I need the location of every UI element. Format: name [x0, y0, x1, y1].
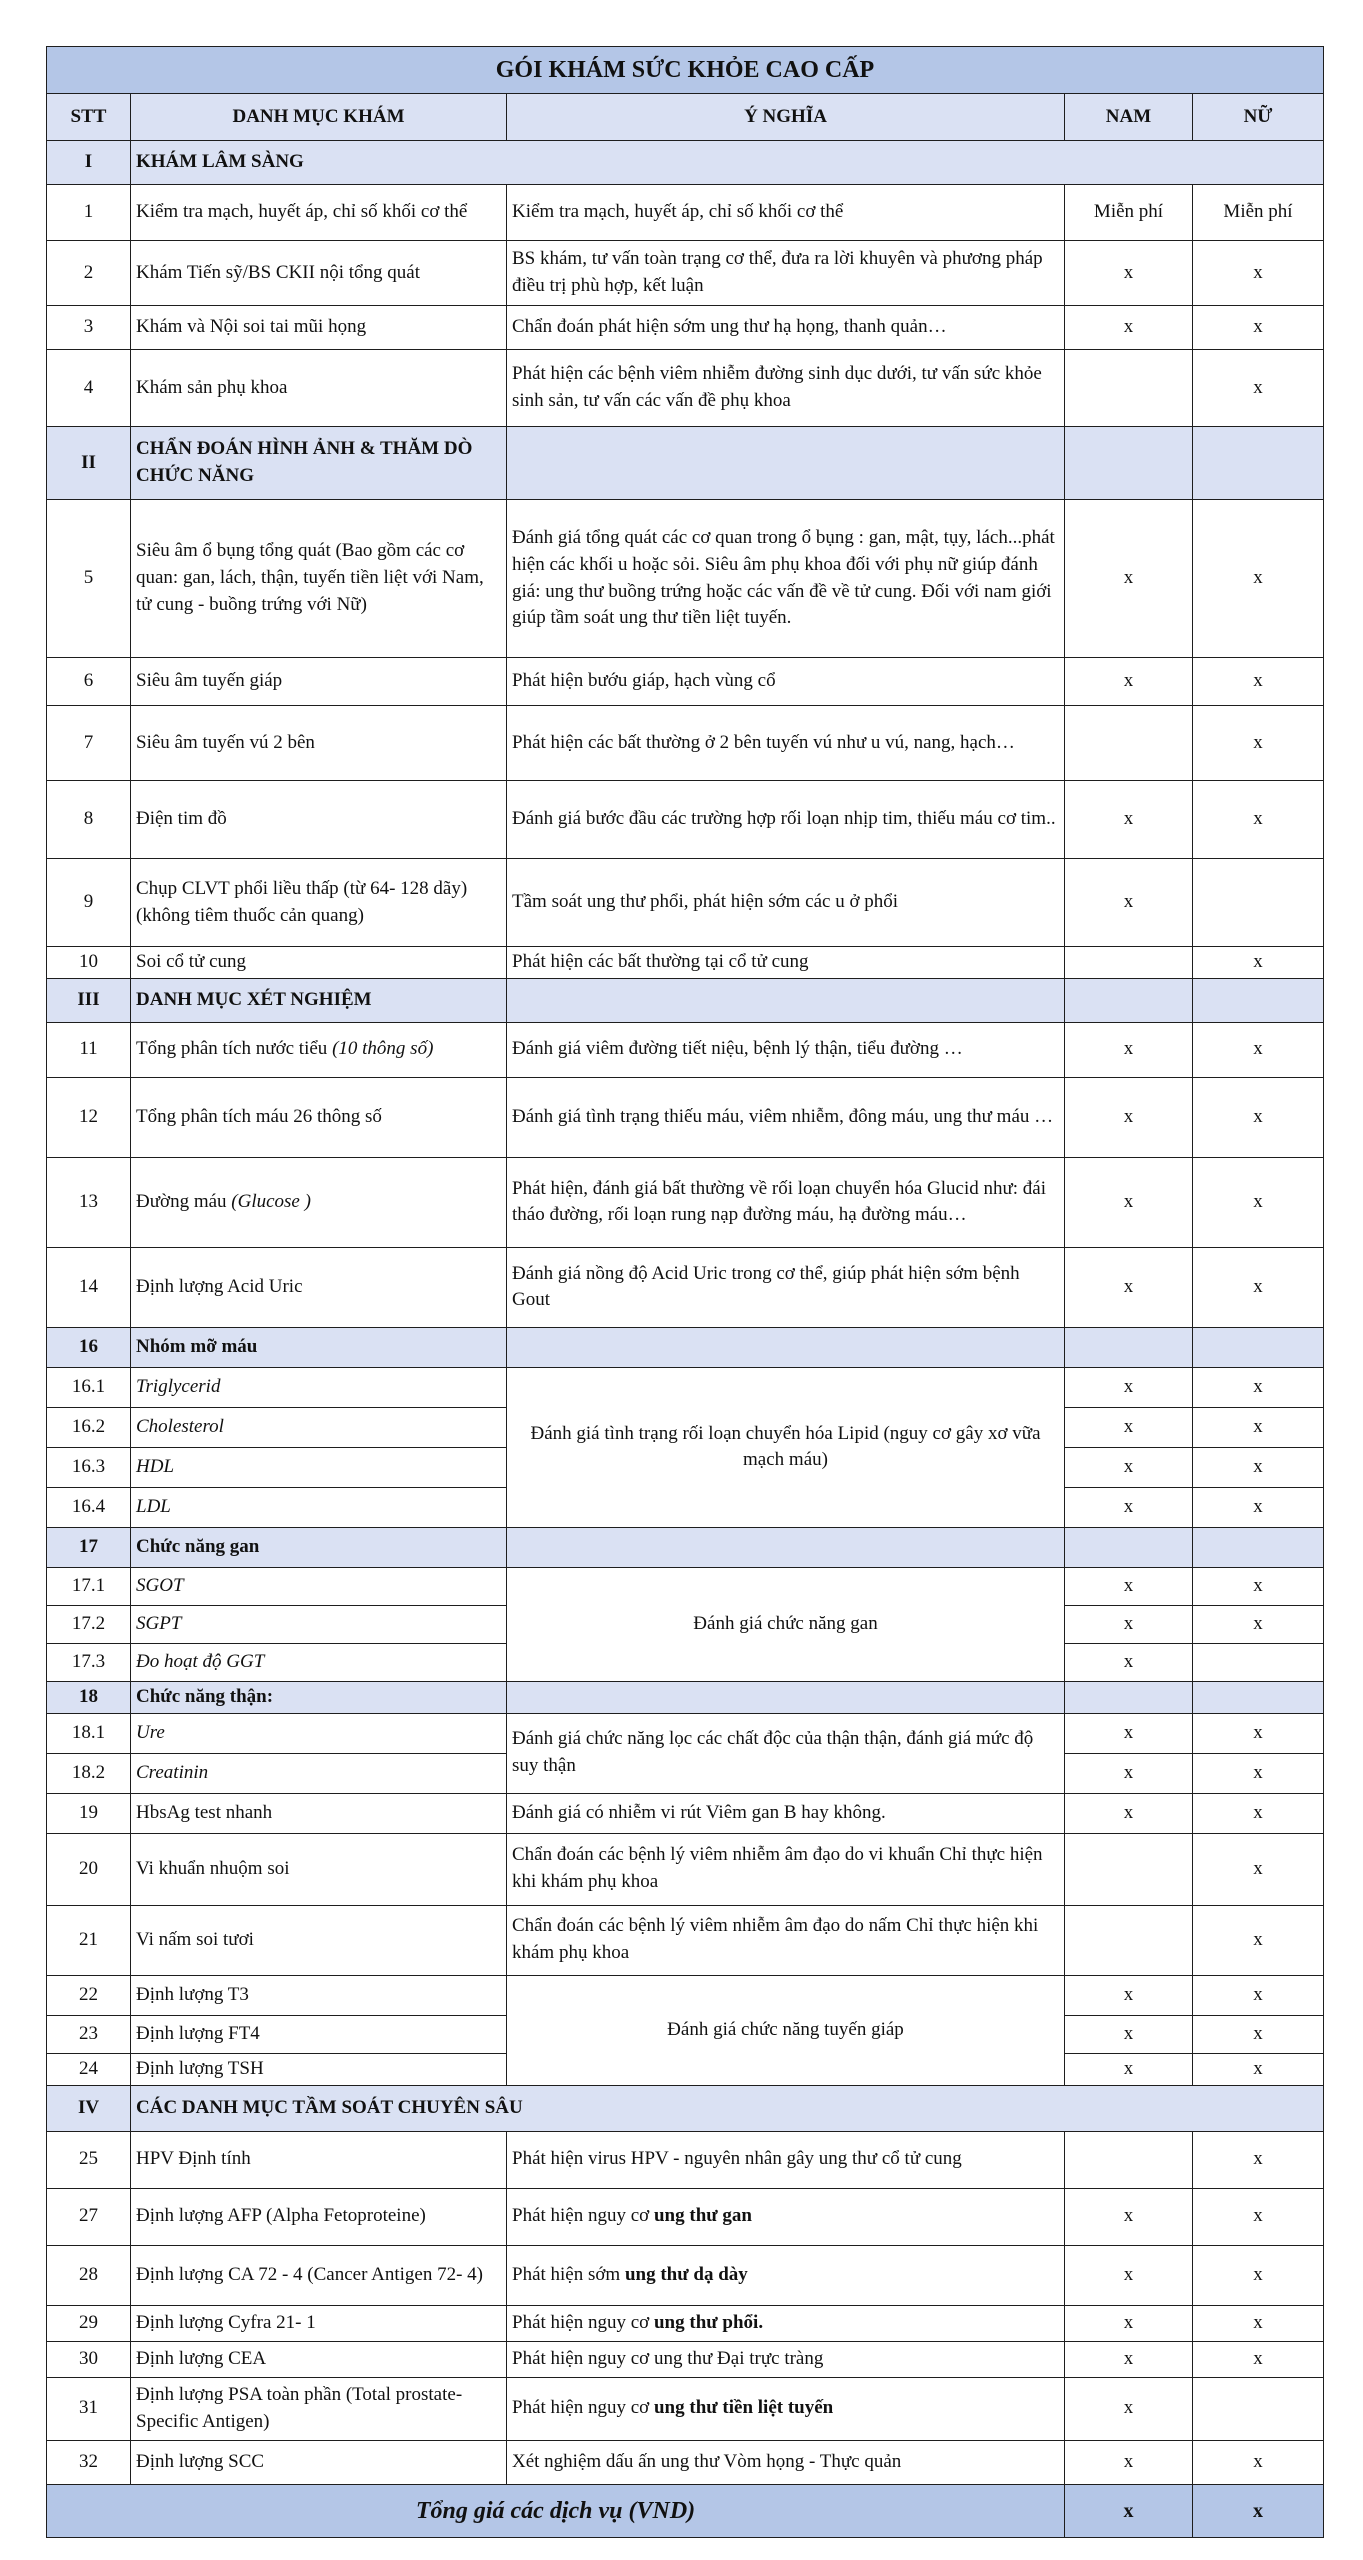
item-extra: (10 thông số)	[332, 1038, 434, 1060]
section-row	[47, 141, 1324, 185]
table-row	[47, 706, 1324, 781]
row-female: x	[1193, 1022, 1324, 1077]
row-male: x	[1065, 2015, 1193, 2053]
row-female: x	[1193, 1447, 1324, 1487]
section-num: I	[47, 141, 131, 185]
row-stt: 2	[47, 241, 131, 306]
row-item: Định lượng Cyfra 21- 1	[131, 2305, 507, 2341]
row-item: HDL	[131, 1447, 507, 1487]
row-female: x	[1193, 1905, 1324, 1975]
row-stt: 6	[47, 658, 131, 706]
item-text: Tổng phân tích nước tiểu	[136, 1038, 328, 1060]
meaning-text: Phát hiện nguy cơ	[512, 2205, 654, 2227]
table-row	[47, 1157, 1324, 1247]
row-stt: 9	[47, 859, 131, 947]
row-female: x	[1193, 1407, 1324, 1447]
row-female: x	[1193, 2245, 1324, 2305]
row-female: x	[1193, 241, 1324, 306]
row-item: HPV Định tính	[131, 2131, 507, 2188]
header-male: NAM	[1065, 94, 1193, 141]
row-item: Vi nấm soi tươi	[131, 1905, 507, 1975]
row-item: Soi cổ tử cung	[131, 947, 507, 979]
total-label: Tổng giá các dịch vụ (VND)	[47, 2484, 1065, 2537]
row-male: x	[1065, 2305, 1193, 2341]
group-stt: 18	[47, 1681, 131, 1713]
row-male: x	[1065, 2341, 1193, 2377]
table-row	[47, 1077, 1324, 1157]
row-male	[1065, 947, 1193, 979]
row-male: x	[1065, 2245, 1193, 2305]
row-male: x	[1065, 1753, 1193, 1793]
table-row	[47, 500, 1324, 658]
row-item: Siêu âm tuyến giáp	[131, 658, 507, 706]
row-stt: 24	[47, 2053, 131, 2085]
row-male: x	[1065, 1407, 1193, 1447]
row-female: x	[1193, 1713, 1324, 1753]
group-name: Chức năng gan	[131, 1527, 507, 1567]
row-item: Định lượng CEA	[131, 2341, 507, 2377]
table-row	[47, 1247, 1324, 1327]
row-male: x	[1065, 2377, 1193, 2440]
row-meaning: Phát hiện virus HPV - nguyên nhân gây ung thư cổ tử cung	[507, 2131, 1065, 2188]
row-stt: 18.1	[47, 1713, 131, 1753]
row-female: x	[1193, 658, 1324, 706]
row-item: Triglycerid	[131, 1367, 507, 1407]
row-stt: 20	[47, 1833, 131, 1905]
row-item: Định lượng TSH	[131, 2053, 507, 2085]
row-female: x	[1193, 1793, 1324, 1833]
row-meaning: Phát hiện các bệnh viêm nhiễm đường sinh dục dưới, tư vấn sức khỏe sinh sản, tư vấn các vấn đề phụ khoa	[507, 350, 1065, 427]
row-stt: 31	[47, 2377, 131, 2440]
row-item	[131, 1157, 507, 1247]
group-stt: 17	[47, 1527, 131, 1567]
meaning-emphasis: ung thư gan	[653, 2205, 752, 2227]
row-meaning: Phát hiện các bất thường ở 2 bên tuyến vú như u vú, nang, hạch…	[507, 706, 1065, 781]
row-female: x	[1193, 2341, 1324, 2377]
header-meaning: Ý NGHĨA	[507, 94, 1065, 141]
table-row	[47, 306, 1324, 350]
row-female: x	[1193, 947, 1324, 979]
row-male: x	[1065, 2053, 1193, 2085]
row-male: x	[1065, 1793, 1193, 1833]
table-row	[47, 2341, 1324, 2377]
row-item: Định lượng AFP (Alpha Fetoproteine)	[131, 2188, 507, 2245]
row-stt: 3	[47, 306, 131, 350]
row-item: SGOT	[131, 1567, 507, 1605]
table-row	[47, 2131, 1324, 2188]
row-item: Siêu âm tuyến vú 2 bên	[131, 706, 507, 781]
row-item: LDL	[131, 1487, 507, 1527]
section-num: III	[47, 978, 131, 1022]
row-stt: 27	[47, 2188, 131, 2245]
table-title: GÓI KHÁM SỨC KHỎE CAO CẤP	[47, 47, 1324, 94]
table-row	[47, 1793, 1324, 1833]
group-name: Chức năng thận:	[131, 1681, 507, 1713]
row-female: x	[1193, 781, 1324, 859]
total-row	[47, 2484, 1324, 2537]
row-male: x	[1065, 1713, 1193, 1753]
row-item: SGPT	[131, 1605, 507, 1643]
row-male	[1065, 350, 1193, 427]
row-female: x	[1193, 1367, 1324, 1407]
row-item: Tổng phân tích máu 26 thông số	[131, 1077, 507, 1157]
row-meaning: Đánh giá tình trạng thiếu máu, viêm nhiễm, đông máu, ung thư máu …	[507, 1077, 1065, 1157]
row-stt: 7	[47, 706, 131, 781]
row-female: x	[1193, 2440, 1324, 2484]
row-male: x	[1065, 241, 1193, 306]
row-meaning: Xét nghiệm dấu ấn ung thư Vòm họng - Thực quản	[507, 2440, 1065, 2484]
table-row	[47, 2305, 1324, 2341]
row-male: x	[1065, 781, 1193, 859]
row-meaning: Đánh giá bước đầu các trường hợp rối loạn nhịp tim, thiếu máu cơ tim..	[507, 781, 1065, 859]
header-stt: STT	[47, 94, 131, 141]
table-row	[47, 350, 1324, 427]
row-stt: 16.2	[47, 1407, 131, 1447]
table-row	[47, 859, 1324, 947]
section-num: II	[47, 427, 131, 500]
table-row	[47, 2188, 1324, 2245]
row-stt: 11	[47, 1022, 131, 1077]
row-item: Ure	[131, 1713, 507, 1753]
group-meaning: Đánh giá chức năng gan	[507, 1567, 1065, 1681]
row-female: x	[1193, 2053, 1324, 2085]
row-item: Vi khuẩn nhuộm soi	[131, 1833, 507, 1905]
group-row	[47, 1681, 1324, 1713]
table-row	[47, 1567, 1324, 1605]
row-male	[1065, 1905, 1193, 1975]
row-female	[1193, 859, 1324, 947]
row-item: Kiểm tra mạch, huyết áp, chỉ số khối cơ thể	[131, 185, 507, 241]
row-male: x	[1065, 1975, 1193, 2015]
row-item: Creatinin	[131, 1753, 507, 1793]
row-stt: 17.3	[47, 1643, 131, 1681]
table-row	[47, 2440, 1324, 2484]
row-meaning	[507, 2245, 1065, 2305]
row-item: Điện tim đồ	[131, 781, 507, 859]
row-stt: 5	[47, 500, 131, 658]
row-meaning: Chẩn đoán các bệnh lý viêm nhiễm âm đạo do vi khuẩn Chỉ thực hiện khi khám phụ khoa	[507, 1833, 1065, 1905]
row-male: x	[1065, 2188, 1193, 2245]
row-female: x	[1193, 1077, 1324, 1157]
row-male: x	[1065, 1157, 1193, 1247]
row-female: x	[1193, 1753, 1324, 1793]
row-meaning	[507, 2188, 1065, 2245]
row-female: x	[1193, 2131, 1324, 2188]
meaning-emphasis: ung thư dạ dày	[624, 2263, 748, 2285]
row-male: x	[1065, 1605, 1193, 1643]
row-male: x	[1065, 658, 1193, 706]
table-row	[47, 1833, 1324, 1905]
row-meaning: BS khám, tư vấn toàn trạng cơ thể, đưa ra lời khuyên và phương pháp điều trị phù hợp, kết luận	[507, 241, 1065, 306]
row-item: Khám sản phụ khoa	[131, 350, 507, 427]
row-stt: 18.2	[47, 1753, 131, 1793]
header-female: NỮ	[1193, 94, 1324, 141]
header-item: DANH MỤC KHÁM	[131, 94, 507, 141]
row-female: x	[1193, 1567, 1324, 1605]
meaning-text: Phát hiện nguy cơ	[512, 2311, 654, 2333]
table-row	[47, 2377, 1324, 2440]
row-meaning: Đánh giá tổng quát các cơ quan trong ổ bụng : gan, mật, tụy, lách...phát hiện các khối u hoặc sỏi. Siêu âm phụ khoa đối với phụ nữ giúp đánh giá: ung thư buồng trứng hoặc các vấn đề về tử cung. Đối với nam giới giúp tầm soát ung thư tiền liệt tuyến.	[507, 500, 1065, 658]
health-package-table	[46, 46, 1324, 2538]
row-male: Miễn phí	[1065, 185, 1193, 241]
row-stt: 8	[47, 781, 131, 859]
table-row	[47, 1975, 1324, 2015]
table-row	[47, 1022, 1324, 1077]
title-row	[47, 47, 1324, 94]
item-text: Đường máu	[136, 1190, 227, 1212]
price-table-sheet	[46, 46, 1323, 2538]
row-female: x	[1193, 1247, 1324, 1327]
row-meaning: Phát hiện, đánh giá bất thường về rối loạn chuyển hóa Glucid như: đái tháo đường, rối loạn rung nạp đường máu, hạ đường máu…	[507, 1157, 1065, 1247]
row-female: x	[1193, 350, 1324, 427]
group-row	[47, 1527, 1324, 1567]
row-stt: 21	[47, 1905, 131, 1975]
row-stt: 28	[47, 2245, 131, 2305]
row-meaning: Phát hiện bướu giáp, hạch vùng cổ	[507, 658, 1065, 706]
row-item: Khám và Nội soi tai mũi họng	[131, 306, 507, 350]
row-female: x	[1193, 500, 1324, 658]
row-meaning: Đánh giá có nhiễm vi rút Viêm gan B hay không.	[507, 1793, 1065, 1833]
row-male: x	[1065, 306, 1193, 350]
row-female: x	[1193, 1605, 1324, 1643]
table-row	[47, 658, 1324, 706]
row-item: HbsAg test nhanh	[131, 1793, 507, 1833]
row-meaning	[507, 2305, 1065, 2341]
row-item: Định lượng SCC	[131, 2440, 507, 2484]
row-item: Định lượng T3	[131, 1975, 507, 2015]
row-stt: 10	[47, 947, 131, 979]
table-row	[47, 1367, 1324, 1407]
row-item: Khám Tiến sỹ/BS CKII nội tổng quát	[131, 241, 507, 306]
table-row	[47, 241, 1324, 306]
row-male: x	[1065, 1447, 1193, 1487]
table-row	[47, 1713, 1324, 1753]
group-row	[47, 1327, 1324, 1367]
total-male: x	[1065, 2484, 1193, 2537]
row-item: Siêu âm ổ bụng tổng quát (Bao gồm các cơ quan: gan, lách, thận, tuyến tiền liệt với Nam, tử cung - buồng trứng với Nữ)	[131, 500, 507, 658]
row-item: Cholesterol	[131, 1407, 507, 1447]
group-meaning: Đánh giá chức năng lọc các chất độc của thận thận, đánh giá mức độ suy thận	[507, 1713, 1065, 1793]
meaning-emphasis: ung thư tiền liệt tuyến	[653, 2397, 834, 2419]
row-item: Định lượng FT4	[131, 2015, 507, 2053]
row-female: x	[1193, 1487, 1324, 1527]
row-female	[1193, 1643, 1324, 1681]
section-num: IV	[47, 2085, 131, 2131]
section-name: CÁC DANH MỤC TẦM SOÁT CHUYÊN SÂU	[131, 2085, 1324, 2131]
meaning-text: Phát hiện nguy cơ	[512, 2397, 654, 2419]
table-row	[47, 185, 1324, 241]
header-row	[47, 94, 1324, 141]
section-name: KHÁM LÂM SÀNG	[131, 141, 1324, 185]
row-female: x	[1193, 706, 1324, 781]
table-row	[47, 947, 1324, 979]
row-male: x	[1065, 1077, 1193, 1157]
row-stt: 4	[47, 350, 131, 427]
row-item: Đo hoạt độ GGT	[131, 1643, 507, 1681]
table-row	[47, 2245, 1324, 2305]
row-stt: 17.1	[47, 1567, 131, 1605]
table-row	[47, 781, 1324, 859]
row-female	[1193, 2377, 1324, 2440]
row-item: Chụp CLVT phổi liều thấp (từ 64- 128 dãy) (không tiêm thuốc cản quang)	[131, 859, 507, 947]
row-female: x	[1193, 306, 1324, 350]
row-male	[1065, 2131, 1193, 2188]
row-male: x	[1065, 1022, 1193, 1077]
row-meaning: Phát hiện nguy cơ ung thư Đại trực tràng	[507, 2341, 1065, 2377]
row-meaning: Tầm soát ung thư phổi, phát hiện sớm các u ở phổi	[507, 859, 1065, 947]
row-male: x	[1065, 1643, 1193, 1681]
row-female: x	[1193, 2015, 1324, 2053]
row-male: x	[1065, 1487, 1193, 1527]
row-female: x	[1193, 2188, 1324, 2245]
row-meaning	[507, 2377, 1065, 2440]
row-stt: 30	[47, 2341, 131, 2377]
row-male	[1065, 1833, 1193, 1905]
row-item: Định lượng PSA toàn phần (Total prostate-Specific Antigen)	[131, 2377, 507, 2440]
row-stt: 12	[47, 1077, 131, 1157]
row-stt: 23	[47, 2015, 131, 2053]
row-meaning: Chẩn đoán các bệnh lý viêm nhiễm âm đạo do nấm Chỉ thực hiện khi khám phụ khoa	[507, 1905, 1065, 1975]
row-stt: 17.2	[47, 1605, 131, 1643]
row-male: x	[1065, 1567, 1193, 1605]
section-row	[47, 427, 1324, 500]
row-male: x	[1065, 2440, 1193, 2484]
row-stt: 25	[47, 2131, 131, 2188]
row-female: x	[1193, 1157, 1324, 1247]
row-stt: 32	[47, 2440, 131, 2484]
group-stt: 16	[47, 1327, 131, 1367]
row-stt: 22	[47, 1975, 131, 2015]
section-row	[47, 2085, 1324, 2131]
row-female: x	[1193, 1833, 1324, 1905]
section-row	[47, 978, 1324, 1022]
row-meaning: Chẩn đoán phát hiện sớm ung thư hạ họng, thanh quản…	[507, 306, 1065, 350]
row-item: Định lượng CA 72 - 4 (Cancer Antigen 72- 4)	[131, 2245, 507, 2305]
table-row	[47, 1905, 1324, 1975]
meaning-text: Phát hiện sớm	[512, 2263, 625, 2285]
row-item	[131, 1022, 507, 1077]
row-male: x	[1065, 1367, 1193, 1407]
row-stt: 19	[47, 1793, 131, 1833]
row-female: x	[1193, 1975, 1324, 2015]
item-extra: (Glucose )	[231, 1190, 311, 1212]
section-name: CHẨN ĐOÁN HÌNH ẢNH & THĂM DÒ CHỨC NĂNG	[131, 427, 507, 500]
row-stt: 16.4	[47, 1487, 131, 1527]
row-stt: 16.3	[47, 1447, 131, 1487]
row-female: Miễn phí	[1193, 185, 1324, 241]
row-stt: 16.1	[47, 1367, 131, 1407]
row-item: Định lượng Acid Uric	[131, 1247, 507, 1327]
row-stt: 1	[47, 185, 131, 241]
row-female: x	[1193, 2305, 1324, 2341]
row-stt: 29	[47, 2305, 131, 2341]
row-meaning: Kiểm tra mạch, huyết áp, chỉ số khối cơ thể	[507, 185, 1065, 241]
row-stt: 13	[47, 1157, 131, 1247]
row-stt: 14	[47, 1247, 131, 1327]
row-male: x	[1065, 500, 1193, 658]
group-name: Nhóm mỡ máu	[131, 1327, 507, 1367]
row-male	[1065, 706, 1193, 781]
row-meaning: Đánh giá viêm đường tiết niệu, bệnh lý thận, tiểu đường …	[507, 1022, 1065, 1077]
group-meaning: Đánh giá tình trạng rối loạn chuyển hóa Lipid (nguy cơ gây xơ vữa mạch máu)	[507, 1367, 1065, 1527]
row-meaning: Phát hiện các bất thường tại cổ tử cung	[507, 947, 1065, 979]
total-female: x	[1193, 2484, 1324, 2537]
group-meaning: Đánh giá chức năng tuyến giáp	[507, 1975, 1065, 2085]
row-meaning: Đánh giá nồng độ Acid Uric trong cơ thể, giúp phát hiện sớm bệnh Gout	[507, 1247, 1065, 1327]
row-male: x	[1065, 1247, 1193, 1327]
meaning-emphasis: ung thư phổi.	[653, 2311, 764, 2333]
section-name: DANH MỤC XÉT NGHIỆM	[131, 978, 507, 1022]
row-male: x	[1065, 859, 1193, 947]
